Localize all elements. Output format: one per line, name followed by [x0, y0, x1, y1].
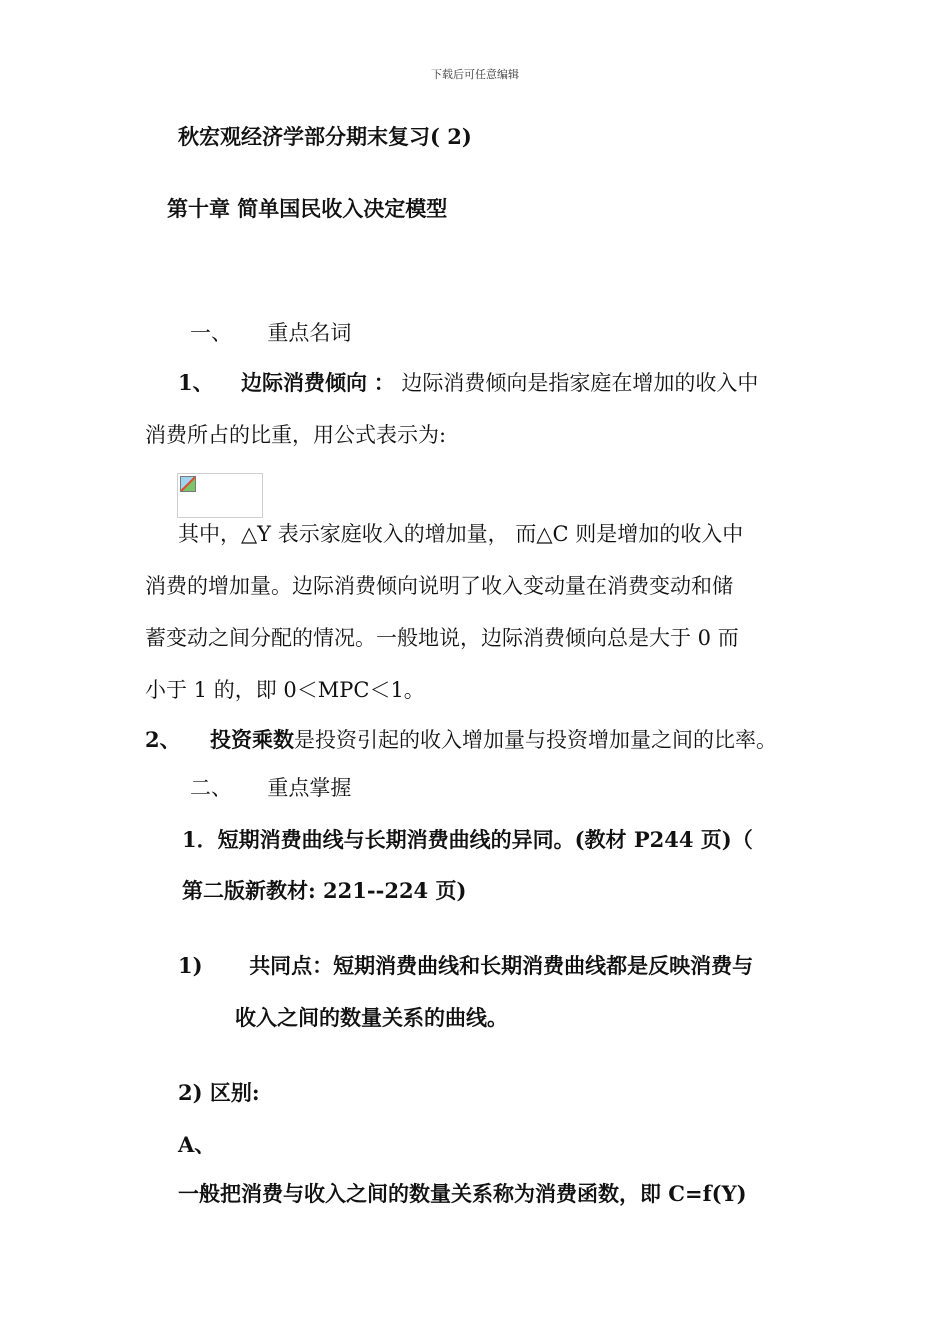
point1-line2: 第二版新教材: 221--224 页)	[182, 878, 467, 903]
formula-image-placeholder	[177, 473, 263, 518]
point1-line1: 1．短期消费曲线与长期消费曲线的异同。(教材 P244 页)（	[182, 827, 753, 852]
explain-line2: 消费的增加量。边际消费倾向说明了收入变动量在消费变动和储	[145, 574, 733, 598]
section-heading-key-points	[190, 774, 351, 802]
subA-label: A、	[178, 1132, 216, 1157]
term-colon: ：	[373, 370, 395, 395]
explain-line1: 其中，△Y 表示家庭收入的增加量， 而△C 则是增加的收入中	[178, 522, 744, 546]
chapter-heading: 第十章 简单国民收入决定模型	[167, 196, 448, 221]
term-mpc-line1	[178, 369, 758, 397]
broken-image-icon	[180, 476, 196, 492]
page-header: 下载后可任意编辑	[431, 68, 519, 81]
section-number: 二、	[190, 776, 232, 800]
sub1-line2: 收入之间的数量关系的曲线。	[235, 1005, 508, 1030]
explain-line4: 小于 1 的，即 0＜MPC＜1。	[145, 678, 425, 702]
term-multiplier-definition: 是投资引起的收入增加量与投资增加量之间的比率。	[294, 728, 777, 752]
sub-number: 1)	[178, 953, 203, 978]
section-label: 重点名词	[267, 321, 352, 345]
document-title: 秋宏观经济学部分期末复习( 2)	[178, 124, 472, 149]
term-multiplier: 投资乘数	[210, 727, 294, 752]
sub1-text: 共同点：短期消费曲线和长期消费曲线都是反映消费与	[249, 953, 754, 978]
term-mpc-line2: 消费所占的比重，用公式表示为:	[145, 423, 447, 447]
section-number: 一、	[190, 321, 232, 345]
sub1-line1	[178, 952, 753, 980]
section-heading-terms	[190, 319, 351, 347]
term-mpc: 边际消费倾向	[241, 370, 367, 395]
term-mpc-definition: 边际消费倾向是指家庭在增加的收入中	[401, 371, 759, 395]
item-number: 2、	[145, 727, 181, 752]
item-number: 1、	[178, 370, 214, 395]
sub2-label: 2) 区别:	[178, 1080, 260, 1105]
explain-line3: 蓄变动之间分配的情况。一般地说，边际消费倾向总是大于 0 而	[145, 626, 739, 650]
last-line: 一般把消费与收入之间的数量关系称为消费函数，即 C=f(Y)	[178, 1181, 747, 1206]
term-multiplier-line	[145, 726, 777, 754]
section-label: 重点掌握	[267, 776, 352, 800]
